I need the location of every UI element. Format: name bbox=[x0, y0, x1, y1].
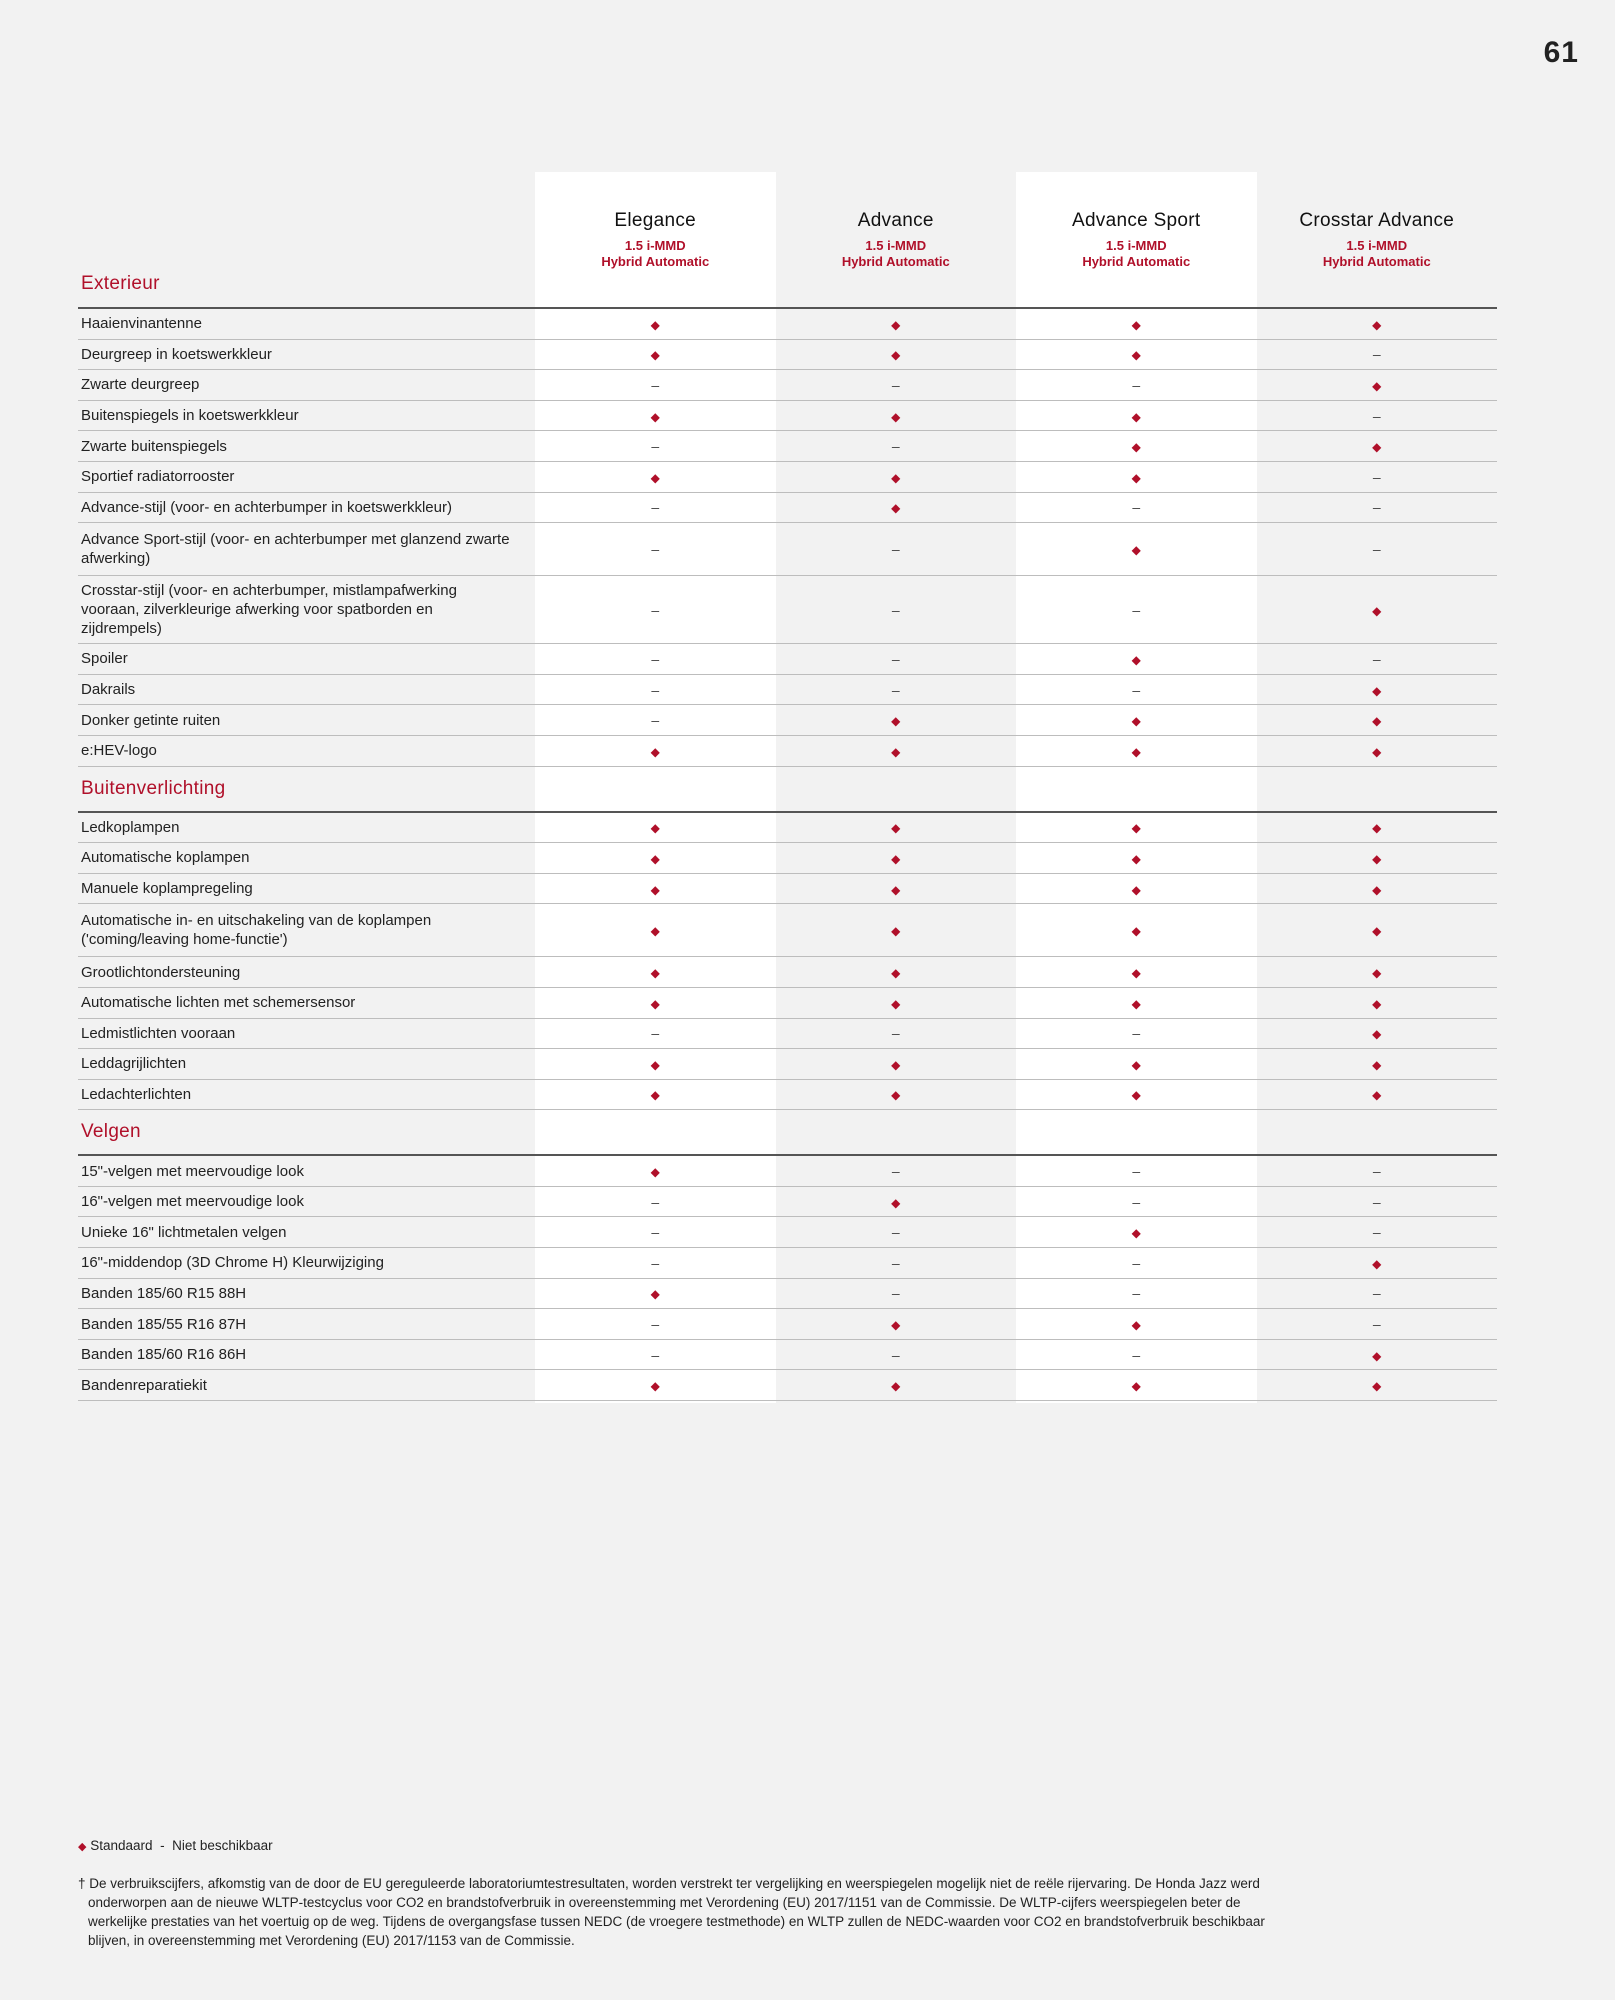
table-row bbox=[78, 1019, 1497, 1050]
not-available-dash: – bbox=[1372, 1193, 1381, 1210]
spec-table bbox=[78, 172, 1497, 1401]
standard-diamond-icon: ◆ bbox=[1372, 440, 1382, 455]
not-available-dash: – bbox=[891, 1025, 900, 1042]
not-available-dash: – bbox=[1132, 681, 1141, 698]
model-column-header bbox=[1016, 172, 1257, 307]
standard-diamond-icon: ◆ bbox=[1131, 1318, 1141, 1333]
not-available-dash: – bbox=[891, 650, 900, 667]
table-row bbox=[78, 1279, 1497, 1310]
not-available-dash: – bbox=[651, 499, 660, 516]
standard-diamond-icon: ◆ bbox=[1131, 409, 1141, 424]
standard-diamond-icon: ◆ bbox=[891, 882, 901, 897]
model-engine: 1.5 i-MMD bbox=[1346, 238, 1408, 253]
table-row bbox=[78, 1156, 1497, 1187]
not-available-dash: – bbox=[1372, 499, 1381, 516]
not-available-dash: – bbox=[1132, 376, 1141, 393]
not-available-dash: – bbox=[651, 712, 660, 729]
model-name: Advance bbox=[857, 210, 934, 231]
table-row bbox=[78, 1370, 1497, 1401]
feature-label: Dakrails bbox=[81, 681, 136, 699]
legend-standard: Standaard bbox=[90, 1838, 153, 1853]
table-row bbox=[78, 431, 1497, 462]
feature-label: 16"-velgen met meervoudige look bbox=[81, 1193, 304, 1211]
not-available-dash: – bbox=[1372, 407, 1381, 424]
table-row bbox=[78, 957, 1497, 988]
standard-diamond-icon: ◆ bbox=[1372, 882, 1382, 897]
feature-label: Sportief radiatorrooster bbox=[81, 468, 235, 486]
model-column-header bbox=[1257, 172, 1498, 307]
table-row bbox=[78, 370, 1497, 401]
standard-diamond-icon: ◆ bbox=[1131, 744, 1141, 759]
table-row bbox=[78, 843, 1497, 874]
not-available-dash: – bbox=[1132, 499, 1141, 516]
standard-diamond-icon: ◆ bbox=[1131, 317, 1141, 332]
not-available-dash: – bbox=[1372, 1316, 1381, 1333]
standard-diamond-icon: ◆ bbox=[891, 1057, 901, 1072]
not-available-dash: – bbox=[651, 681, 660, 698]
standard-diamond-icon: ◆ bbox=[891, 317, 901, 332]
feature-label: Zwarte deurgreep bbox=[81, 376, 200, 394]
standard-diamond-icon: ◆ bbox=[891, 966, 901, 981]
table-header bbox=[78, 172, 1497, 307]
feature-label: Advance-stijl (voor- en achterbumper in koetswerkkleur) bbox=[81, 498, 452, 516]
standard-diamond-icon: ◆ bbox=[650, 744, 660, 759]
table-row bbox=[78, 1340, 1497, 1371]
model-column-header bbox=[776, 172, 1017, 307]
table-row bbox=[78, 1049, 1497, 1080]
model-engine: 1.5 i-MMD bbox=[1105, 238, 1167, 253]
feature-label: Banden 185/55 R16 87H bbox=[81, 1315, 247, 1333]
standard-diamond-icon: ◆ bbox=[1372, 683, 1382, 698]
standard-diamond-icon: ◆ bbox=[891, 348, 901, 363]
not-available-dash: – bbox=[651, 541, 660, 558]
not-available-dash: – bbox=[1132, 1285, 1141, 1302]
table-row bbox=[78, 988, 1497, 1019]
feature-label: Unieke 16" lichtmetalen velgen bbox=[81, 1223, 287, 1241]
standard-diamond-icon: ◆ bbox=[891, 1088, 901, 1103]
table-row bbox=[78, 813, 1497, 844]
standard-diamond-icon: ◆ bbox=[650, 1287, 660, 1302]
not-available-dash: – bbox=[891, 1346, 900, 1363]
table-row bbox=[78, 675, 1497, 706]
not-available-dash: – bbox=[891, 1224, 900, 1241]
standard-diamond-icon: ◆ bbox=[891, 501, 901, 516]
not-available-dash: – bbox=[651, 1254, 660, 1271]
section-header bbox=[78, 767, 1497, 813]
feature-label: Buitenspiegels in koetswerkkleur bbox=[81, 407, 299, 425]
table-row bbox=[78, 1187, 1497, 1218]
feature-label: Manuele koplampregeling bbox=[81, 880, 253, 898]
feature-label: Donker getinte ruiten bbox=[81, 711, 221, 729]
standard-diamond-icon: ◆ bbox=[650, 317, 660, 332]
not-available-dash: – bbox=[891, 541, 900, 558]
table-row bbox=[78, 493, 1497, 524]
standard-diamond-icon: ◆ bbox=[891, 409, 901, 424]
not-available-dash: – bbox=[651, 1224, 660, 1241]
standard-diamond-icon: ◆ bbox=[1372, 1256, 1382, 1271]
feature-label: Advance Sport-stijl (voor- en achterbumper met glanzend zwarte afwerking) bbox=[81, 531, 510, 568]
not-available-dash: – bbox=[891, 1285, 900, 1302]
standard-diamond-icon: ◆ bbox=[1372, 744, 1382, 759]
standard-diamond-icon: ◆ bbox=[1131, 440, 1141, 455]
not-available-dash: – bbox=[651, 1346, 660, 1363]
standard-diamond-icon: ◆ bbox=[1131, 1226, 1141, 1241]
standard-diamond-icon: ◆ bbox=[78, 1841, 87, 1853]
table-row bbox=[78, 904, 1497, 957]
model-engine: 1.5 i-MMD bbox=[865, 238, 927, 253]
not-available-dash: – bbox=[651, 650, 660, 667]
model-name: Advance Sport bbox=[1071, 210, 1201, 231]
not-available-dash: – bbox=[1372, 650, 1381, 667]
not-available-dash: – bbox=[651, 376, 660, 393]
model-engine: 1.5 i-MMD bbox=[624, 238, 686, 253]
standard-diamond-icon: ◆ bbox=[1131, 470, 1141, 485]
feature-label: Automatische koplampen bbox=[81, 849, 250, 867]
table-row bbox=[78, 644, 1497, 675]
feature-label: e:HEV-logo bbox=[81, 742, 157, 760]
feature-label: Haaienvinantenne bbox=[81, 315, 202, 333]
standard-diamond-icon: ◆ bbox=[650, 409, 660, 424]
standard-diamond-icon: ◆ bbox=[650, 1379, 660, 1394]
feature-label: 15"-velgen met meervoudige look bbox=[81, 1162, 304, 1180]
model-transmission: Hybrid Automatic bbox=[601, 254, 710, 269]
standard-diamond-icon: ◆ bbox=[1131, 1057, 1141, 1072]
table-row bbox=[78, 576, 1497, 644]
model-transmission: Hybrid Automatic bbox=[1322, 254, 1431, 269]
table-row bbox=[78, 340, 1497, 371]
table-row bbox=[78, 1217, 1497, 1248]
standard-diamond-icon: ◆ bbox=[1131, 714, 1141, 729]
standard-diamond-icon: ◆ bbox=[1131, 1379, 1141, 1394]
not-available-dash: – bbox=[891, 1163, 900, 1180]
not-available-dash: – bbox=[1372, 1163, 1381, 1180]
standard-diamond-icon: ◆ bbox=[891, 1379, 901, 1394]
standard-diamond-icon: ◆ bbox=[650, 470, 660, 485]
standard-diamond-icon: ◆ bbox=[1372, 821, 1382, 836]
standard-diamond-icon: ◆ bbox=[1131, 348, 1141, 363]
standard-diamond-icon: ◆ bbox=[1372, 1379, 1382, 1394]
standard-diamond-icon: ◆ bbox=[650, 882, 660, 897]
standard-diamond-icon: ◆ bbox=[650, 966, 660, 981]
model-column-header bbox=[535, 172, 776, 307]
table-row bbox=[78, 736, 1497, 767]
page-number: 61 bbox=[1543, 36, 1579, 69]
table-row bbox=[78, 309, 1497, 340]
standard-diamond-icon: ◆ bbox=[891, 1318, 901, 1333]
not-available-dash: – bbox=[1372, 1224, 1381, 1241]
standard-diamond-icon: ◆ bbox=[1131, 1088, 1141, 1103]
standard-diamond-icon: ◆ bbox=[650, 1088, 660, 1103]
model-name: Elegance bbox=[614, 210, 697, 231]
feature-label: Leddagrijlichten bbox=[81, 1055, 187, 1073]
section-header bbox=[78, 1110, 1497, 1156]
standard-diamond-icon: ◆ bbox=[891, 714, 901, 729]
feature-label: Deurgreep in koetswerkkleur bbox=[81, 345, 272, 363]
table-row bbox=[78, 1309, 1497, 1340]
standard-diamond-icon: ◆ bbox=[1131, 924, 1141, 939]
standard-diamond-icon: ◆ bbox=[1372, 966, 1382, 981]
standard-diamond-icon: ◆ bbox=[1372, 603, 1382, 618]
standard-diamond-icon: ◆ bbox=[891, 1195, 901, 1210]
standard-diamond-icon: ◆ bbox=[1131, 882, 1141, 897]
feature-label: Ledmistlichten vooraan bbox=[81, 1024, 236, 1042]
table-row bbox=[78, 1248, 1497, 1279]
feature-label: Ledkoplampen bbox=[81, 818, 180, 836]
standard-diamond-icon: ◆ bbox=[650, 1057, 660, 1072]
feature-label: Spoiler bbox=[81, 650, 128, 668]
standard-diamond-icon: ◆ bbox=[650, 924, 660, 939]
table-row bbox=[78, 401, 1497, 432]
not-available-dash: – bbox=[651, 1025, 660, 1042]
standard-diamond-icon: ◆ bbox=[1131, 821, 1141, 836]
table-row bbox=[78, 874, 1497, 905]
not-available-dash: – bbox=[891, 681, 900, 698]
standard-diamond-icon: ◆ bbox=[1372, 1348, 1382, 1363]
feature-label: Banden 185/60 R16 86H bbox=[81, 1346, 247, 1364]
feature-label: Zwarte buitenspiegels bbox=[81, 437, 227, 455]
not-available-dash: – bbox=[651, 1193, 660, 1210]
standard-diamond-icon: ◆ bbox=[1131, 851, 1141, 866]
standard-diamond-icon: ◆ bbox=[1131, 543, 1141, 558]
not-available-dash: – bbox=[1132, 1163, 1141, 1180]
table-row bbox=[78, 1080, 1497, 1111]
standard-diamond-icon: ◆ bbox=[891, 821, 901, 836]
not-available-dash: – bbox=[1132, 1254, 1141, 1271]
not-available-dash: – bbox=[651, 1316, 660, 1333]
not-available-dash: – bbox=[1372, 346, 1381, 363]
standard-diamond-icon: ◆ bbox=[1372, 1027, 1382, 1042]
table-row bbox=[78, 462, 1497, 493]
standard-diamond-icon: ◆ bbox=[1372, 996, 1382, 1011]
standard-diamond-icon: ◆ bbox=[1131, 996, 1141, 1011]
standard-diamond-icon: ◆ bbox=[891, 924, 901, 939]
not-available-dash: – bbox=[651, 438, 660, 455]
feature-label: Crosstar-stijl (voor- en achterbumper, mistlampafwerking vooraan, zilverkleurige afwerking voor spatborden en zijdrempels) bbox=[81, 582, 457, 638]
feature-label: Automatische in- en uitschakeling van de koplampen ('coming/leaving home-functie') bbox=[81, 912, 432, 949]
footnote: † De verbruikscijfers, afkomstig van de door de EU gereguleerde laboratoriumtestresultaten, worden verstrekt ter vergelijking en weerspiegelen mogelijk niet de reële rijervaring. De Honda Jazz werd onderworpen aan de nieuwe WLTP-testcyclus voor CO2 en brandstofverbruik in overeenstemming met Verordening (EU) 2017/1151 van de Commissie. De WLTP-cijfers weerspiegelen beter de werkelijke prestaties van het voertuig op de weg. Tijdens de overgangsfase tussen NEDC (de vroegere testmethode) en WLTP zullen de NEDC-waarden voor CO2 en brandstofverbruik beschikbaar blijven, in overeenstemming met Verordening (EU) 2017/1153 van de Commissie. bbox=[78, 1876, 1265, 1948]
model-transmission: Hybrid Automatic bbox=[841, 254, 950, 269]
not-available-dash: – bbox=[891, 438, 900, 455]
not-available-dash: – bbox=[1132, 601, 1141, 618]
not-available-dash: – bbox=[1132, 1346, 1141, 1363]
not-available-dash: – bbox=[891, 1254, 900, 1271]
feature-label: Ledachterlichten bbox=[81, 1085, 192, 1103]
section-title: Buitenverlichting bbox=[81, 777, 226, 799]
legend-not-available: Niet beschikbaar bbox=[172, 1838, 273, 1853]
legend bbox=[78, 1838, 273, 1853]
not-available-dash: – bbox=[891, 376, 900, 393]
table-row bbox=[78, 523, 1497, 576]
standard-diamond-icon: ◆ bbox=[891, 470, 901, 485]
feature-label: Banden 185/60 R15 88H bbox=[81, 1284, 247, 1302]
standard-diamond-icon: ◆ bbox=[1372, 317, 1382, 332]
standard-diamond-icon: ◆ bbox=[1372, 1057, 1382, 1072]
not-available-dash: – bbox=[891, 601, 900, 618]
standard-diamond-icon: ◆ bbox=[650, 1165, 660, 1180]
standard-diamond-icon: ◆ bbox=[1372, 1088, 1382, 1103]
standard-diamond-icon: ◆ bbox=[1372, 924, 1382, 939]
feature-label: Bandenreparatiekit bbox=[81, 1376, 207, 1394]
standard-diamond-icon: ◆ bbox=[891, 851, 901, 866]
not-available-dash: – bbox=[1372, 468, 1381, 485]
section-title: Velgen bbox=[81, 1121, 141, 1143]
legend-separator: - bbox=[160, 1838, 165, 1853]
not-available-dash: – bbox=[1132, 1193, 1141, 1210]
section-title: Exterieur bbox=[81, 273, 160, 294]
standard-diamond-icon: ◆ bbox=[650, 851, 660, 866]
standard-diamond-icon: ◆ bbox=[1372, 851, 1382, 866]
standard-diamond-icon: ◆ bbox=[1131, 966, 1141, 981]
standard-diamond-icon: ◆ bbox=[650, 821, 660, 836]
not-available-dash: – bbox=[1372, 541, 1381, 558]
standard-diamond-icon: ◆ bbox=[650, 348, 660, 363]
feature-label: Automatische lichten met schemersensor bbox=[81, 994, 356, 1012]
feature-label: 16"-middendop (3D Chrome H) Kleurwijziging bbox=[81, 1254, 384, 1272]
standard-diamond-icon: ◆ bbox=[891, 996, 901, 1011]
model-transmission: Hybrid Automatic bbox=[1082, 254, 1191, 269]
standard-diamond-icon: ◆ bbox=[1372, 714, 1382, 729]
standard-diamond-icon: ◆ bbox=[650, 996, 660, 1011]
feature-label: Grootlichtondersteuning bbox=[81, 963, 241, 981]
standard-diamond-icon: ◆ bbox=[891, 744, 901, 759]
table-row bbox=[78, 705, 1497, 736]
not-available-dash: – bbox=[651, 601, 660, 618]
standard-diamond-icon: ◆ bbox=[1372, 378, 1382, 393]
not-available-dash: – bbox=[1132, 1025, 1141, 1042]
not-available-dash: – bbox=[1372, 1285, 1381, 1302]
model-name: Crosstar Advance bbox=[1299, 210, 1455, 231]
standard-diamond-icon: ◆ bbox=[1131, 652, 1141, 667]
